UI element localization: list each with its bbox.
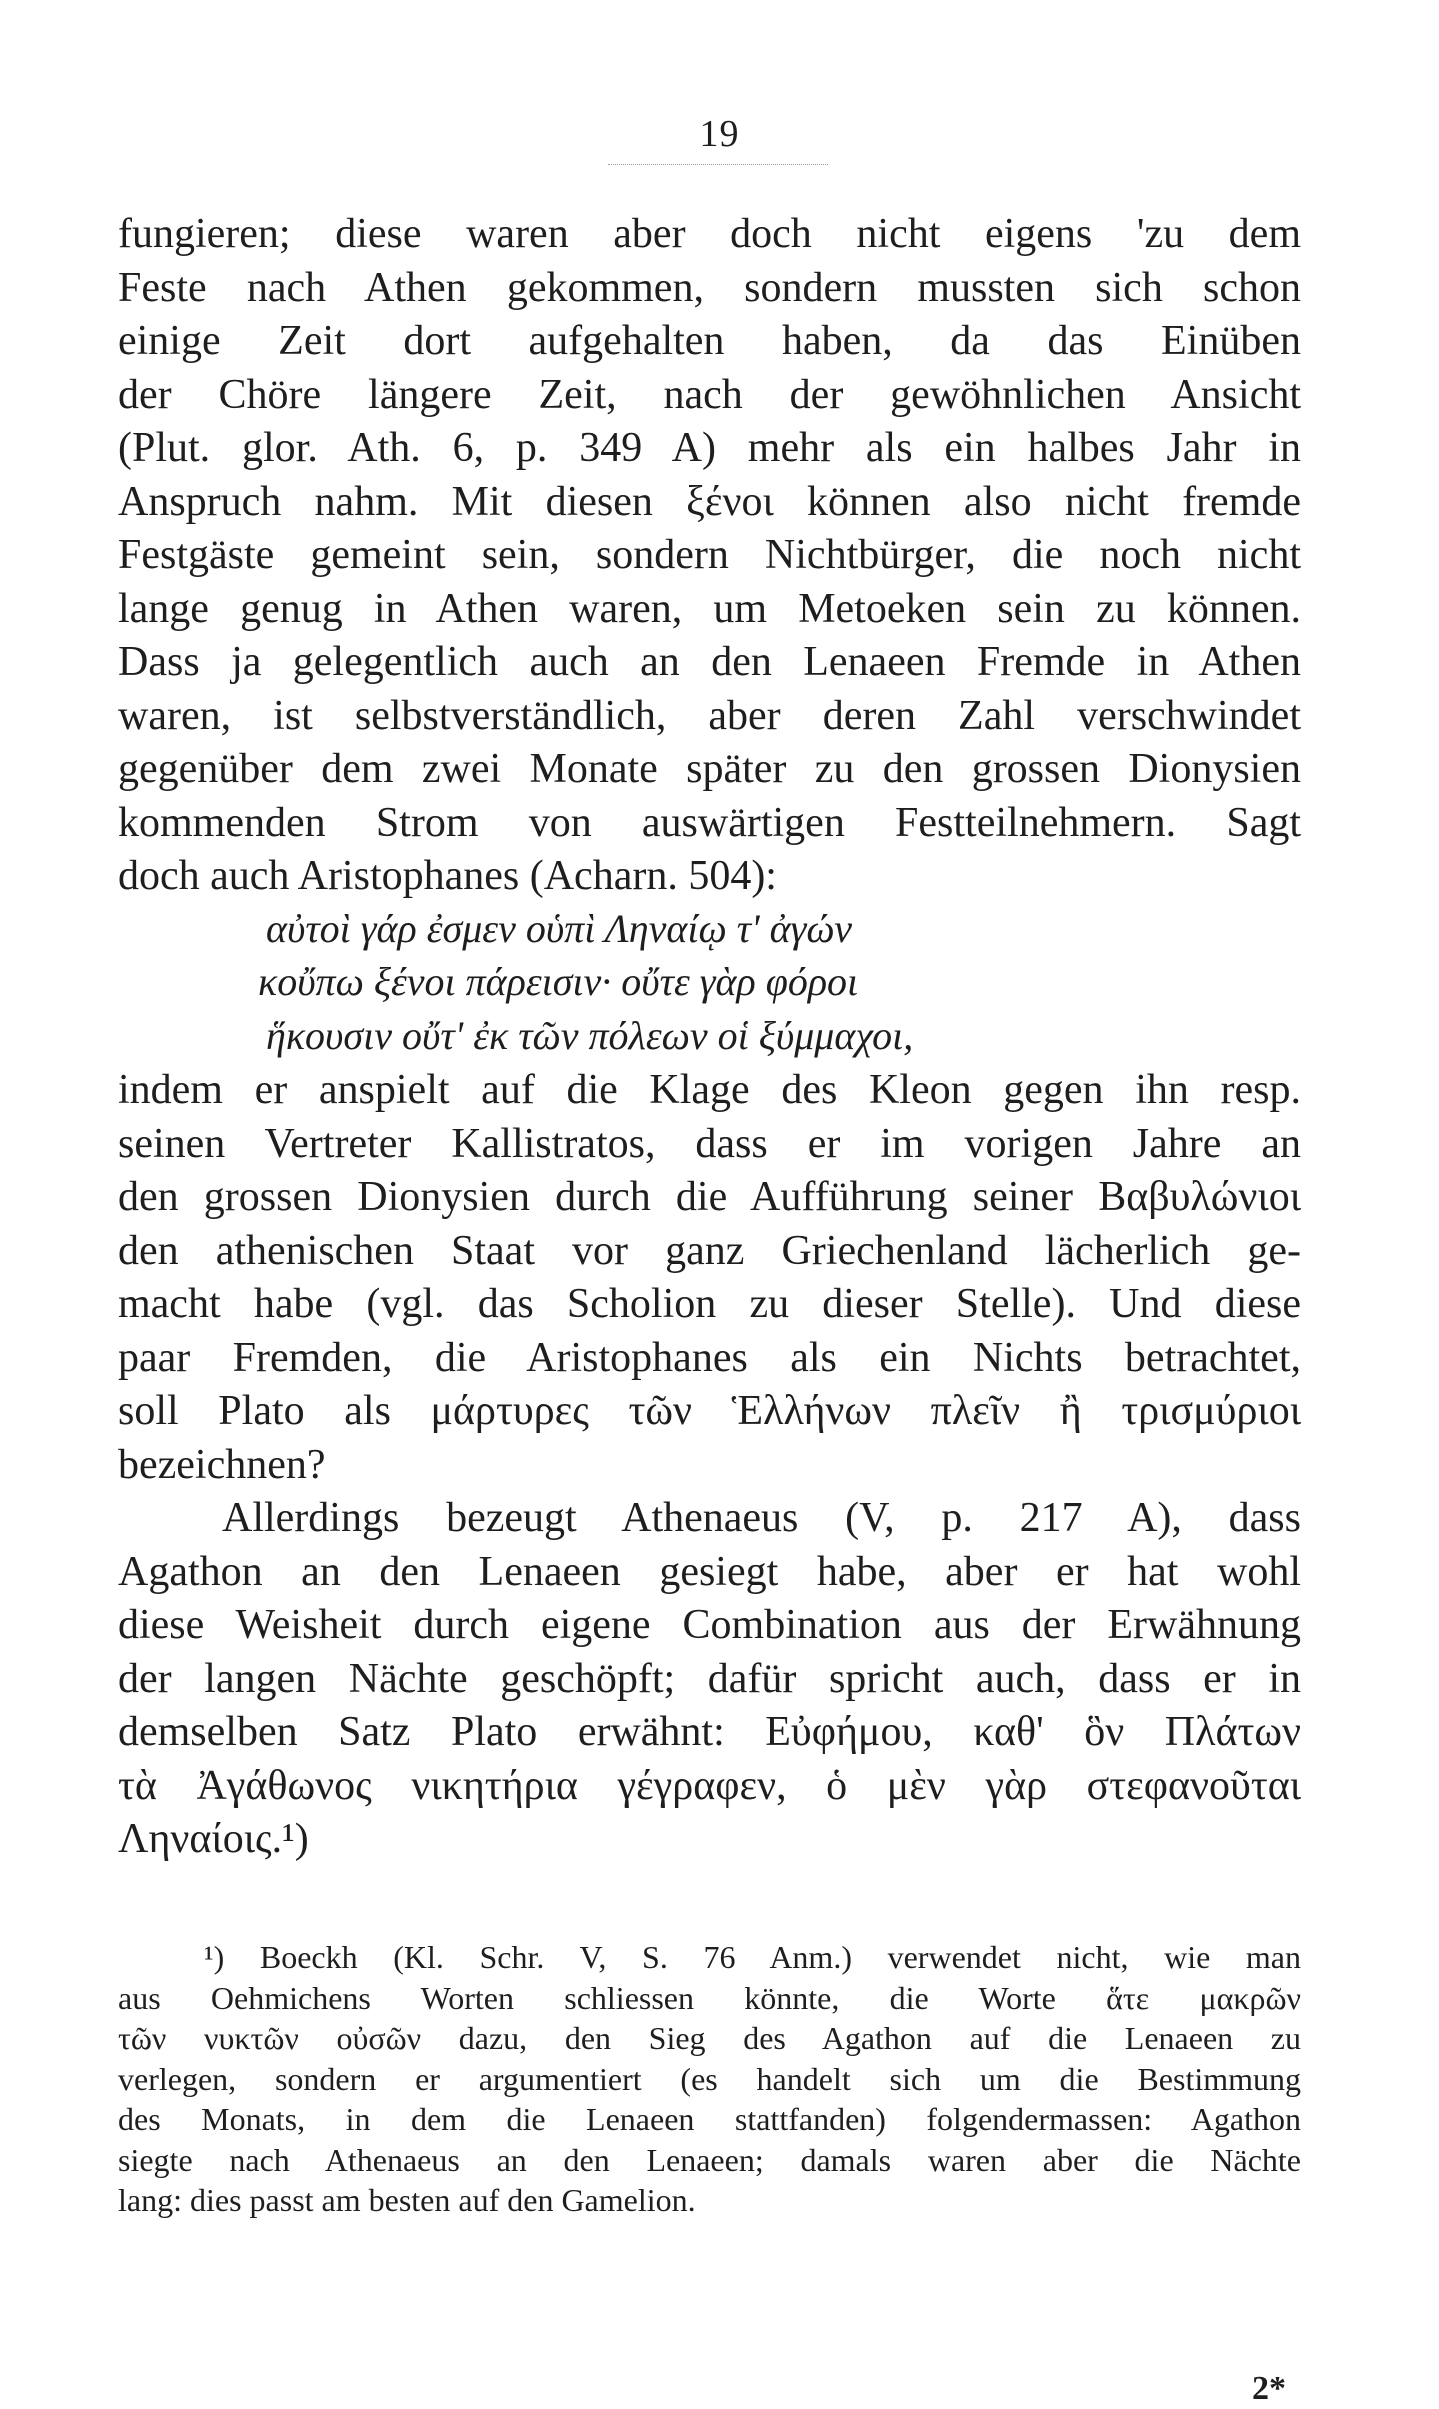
text-line: der langen Nächte geschöpft; dafür spricht auch, dass er in — [118, 1655, 1301, 1702]
text-line: soll Plato als μάρτυρες τῶν Ἑλλήνων πλεῖν ἢ τρισμύριοι — [118, 1388, 1301, 1434]
footnote-line: τῶν νυκτῶν οὐσῶν dazu, den Sieg des Agathon auf die Lenaeen zu — [118, 2020, 1301, 2056]
footnote-line: siegte nach Athenaeus an den Lenaeen; damals waren aber die Nächte — [118, 2141, 1301, 2178]
greek-verse-line: αὐτοὶ γάρ ἐσμεν οὑπὶ Ληναίῳ τ' ἀγών — [266, 905, 853, 951]
text-line: fungieren; diese waren aber doch nicht eigens 'zu dem — [118, 211, 1301, 257]
footnote-line: aus Oehmichens Worten schliessen könnte, die Worte ἅτε μακρῶν — [118, 1979, 1301, 2016]
header-rule — [608, 164, 828, 165]
greek-verse-line: ἥκουσιν οὔτ' ἐκ τῶν πόλεων οἱ ξύμμαχοι, — [266, 1012, 914, 1058]
text-line: doch auch Aristophanes (Acharn. 504): — [118, 853, 777, 899]
greek-verse-line: κοὔπω ξένοι πάρεισιν· οὔτε γὰρ φόροι — [258, 959, 859, 1004]
text-line: den athenischen Staat vor ganz Griechenland lächerlich ge- — [118, 1227, 1301, 1274]
text-line: Anspruch nahm. Mit diesen ξένοι können also nicht fremde — [118, 478, 1301, 525]
page-number: 19 — [699, 113, 740, 155]
text-line: waren, ist selbstverständlich, aber deren Zahl verschwindet — [118, 692, 1301, 739]
text-line: demselben Satz Plato erwähnt: Εὐφήμου, καθ' ὃν Πλάτων — [118, 1709, 1301, 1755]
text-line: Feste nach Athen gekommen, sondern mussten sich schon — [118, 264, 1301, 311]
footnote-line: des Monats, in dem die Lenaeen stattfanden) folgendermassen: Agathon — [118, 2101, 1301, 2137]
signature-mark: 2* — [1252, 2370, 1286, 2407]
text-line: paar Fremden, die Aristophanes als ein Nichts betrachtet, — [118, 1334, 1301, 1381]
footnote-line: ¹) Boeckh (Kl. Schr. V, S. 76 Anm.) verwendet nicht, wie man — [204, 1939, 1301, 1975]
text-line: indem er anspielt auf die Klage des Kleon gegen ihn resp. — [118, 1067, 1301, 1113]
footnote-line: lang: dies passt am besten auf den Gamelion. — [118, 2182, 696, 2218]
text-line: (Plut. glor. Ath. 6, p. 349 A) mehr als ein halbes Jahr in — [118, 425, 1301, 471]
footnote-line: verlegen, sondern er argumentiert (es handelt sich um die Bestimmung — [118, 2060, 1301, 2097]
text-line: seinen Vertreter Kallistratos, dass er im vorigen Jahre an — [118, 1120, 1301, 1167]
text-line: bezeichnen? — [118, 1441, 326, 1488]
text-line: gegenüber dem zwei Monate später zu den grossen Dionysien — [118, 746, 1301, 792]
text-line: Allerdings bezeugt Athenaeus (V, p. 217 A), dass — [222, 1495, 1301, 1541]
text-line: kommenden Strom von auswärtigen Festteilnehmern. Sagt — [118, 799, 1301, 846]
text-line: Festgäste gemeint sein, sondern Nichtbürger, die noch nicht — [118, 532, 1301, 578]
text-line: diese Weisheit durch eigene Combination aus der Erwähnung — [118, 1602, 1301, 1648]
body-text — [118, 210, 1301, 1869]
text-line: den grossen Dionysien durch die Aufführung seiner Βαβυλώνιοι — [118, 1174, 1301, 1220]
text-line: Ληναίοις.¹) — [118, 1816, 309, 1862]
text-line: einige Zeit dort aufgehalten haben, da das Einüben — [118, 318, 1301, 364]
text-line: Agathon an den Lenaeen gesiegt habe, aber er hat wohl — [118, 1548, 1301, 1595]
text-line: der Chöre längere Zeit, nach der gewöhnlichen Ansicht — [118, 371, 1301, 418]
text-line: τὰ Ἀγάθωνος νικητήρια γέγραφεν, ὁ μὲν γὰρ στεφανοῦται — [118, 1762, 1301, 1809]
text-line: macht habe (vgl. das Scholion zu dieser Stelle). Und diese — [118, 1281, 1301, 1327]
footnote — [118, 1938, 1301, 2222]
text-line: Dass ja gelegentlich auch an den Lenaeen Fremde in Athen — [118, 639, 1301, 685]
text-line: lange genug in Athen waren, um Metoeken sein zu können. — [118, 585, 1301, 632]
